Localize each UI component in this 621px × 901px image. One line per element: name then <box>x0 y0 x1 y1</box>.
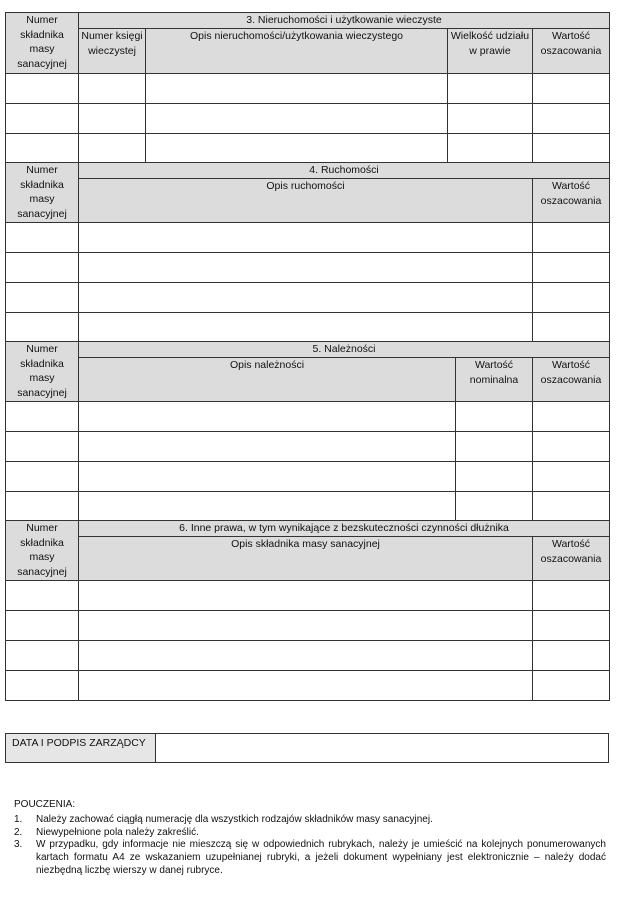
cell[interactable] <box>456 462 533 492</box>
cell[interactable] <box>6 134 79 164</box>
col-value-header: Wartość oszacowania <box>533 29 610 74</box>
table-row <box>6 223 610 253</box>
item-text: Niewypełnione pola należy zakreślić. <box>36 826 199 838</box>
cell[interactable] <box>533 134 610 164</box>
cell[interactable] <box>456 432 533 462</box>
instructions-list <box>14 814 606 878</box>
cell[interactable] <box>79 104 146 134</box>
section-3-title: 3. Nieruchomości i użytkowanie wieczyste <box>79 13 610 29</box>
col-number-header: Numer składnika masy sanacyjnej <box>6 521 79 581</box>
cell[interactable] <box>533 74 610 104</box>
cell[interactable] <box>6 253 79 283</box>
table-row <box>6 581 610 611</box>
item-text: Należy zachować ciągłą numerację dla wszystkich rodzajów składników masy sanacyjnej. <box>36 813 433 825</box>
table-row <box>6 611 610 641</box>
section-4-table <box>5 162 610 343</box>
cell[interactable] <box>6 462 79 492</box>
cell[interactable] <box>146 74 448 104</box>
table-row <box>6 492 610 522</box>
cell[interactable] <box>6 74 79 104</box>
cell[interactable] <box>533 492 610 522</box>
cell[interactable] <box>79 492 456 522</box>
cell[interactable] <box>6 641 79 671</box>
cell[interactable] <box>448 134 533 164</box>
col-desc-header: Opis ruchomości <box>79 179 533 223</box>
signature-field[interactable] <box>156 734 609 763</box>
cell[interactable] <box>79 223 533 253</box>
item-number: 2. <box>14 826 23 838</box>
section-4-title: 4. Ruchomości <box>79 163 610 179</box>
cell[interactable] <box>533 283 610 313</box>
cell[interactable] <box>448 104 533 134</box>
section-5-table <box>5 341 610 522</box>
cell[interactable] <box>533 462 610 492</box>
col-kw-header: Numer księgi wieczystej <box>79 29 146 74</box>
cell[interactable] <box>448 74 533 104</box>
col-number-header: Numer składnika masy sanacyjnej <box>6 342 79 402</box>
cell[interactable] <box>456 492 533 522</box>
cell[interactable] <box>6 313 79 343</box>
cell[interactable] <box>79 74 146 104</box>
cell[interactable] <box>79 462 456 492</box>
cell[interactable] <box>79 283 533 313</box>
item-text: W przypadku, gdy informacje nie mieszczą się w odpowiednich rubrykach, należy je umieścić na kolejnych ponumerowanych kartach formatu A4 ze wskazaniem uzupełnianej rubryki, a jeżeli dokument wypełniany jest elektronicznie – należy dodać niezbędną liczbę wierszy w danej rubryce. <box>36 839 606 876</box>
cell[interactable] <box>79 611 533 641</box>
cell[interactable] <box>533 402 610 432</box>
col-desc-header: Opis należności <box>79 358 456 402</box>
cell[interactable] <box>6 581 79 611</box>
cell[interactable] <box>6 492 79 522</box>
cell[interactable] <box>6 223 79 253</box>
table-row <box>6 462 610 492</box>
col-value-header: Wartość oszacowania <box>533 537 610 581</box>
cell[interactable] <box>6 671 79 701</box>
signature-table <box>5 733 609 763</box>
cell[interactable] <box>79 402 456 432</box>
cell[interactable] <box>533 104 610 134</box>
cell[interactable] <box>79 671 533 701</box>
cell[interactable] <box>6 611 79 641</box>
section-3-table <box>5 12 610 164</box>
cell[interactable] <box>79 641 533 671</box>
cell[interactable] <box>533 611 610 641</box>
cell[interactable] <box>79 581 533 611</box>
table-row <box>6 432 610 462</box>
list-item <box>14 814 606 827</box>
cell[interactable] <box>79 432 456 462</box>
list-item <box>14 827 606 840</box>
table-row <box>6 402 610 432</box>
cell[interactable] <box>533 641 610 671</box>
cell[interactable] <box>146 134 448 164</box>
table-row <box>6 641 610 671</box>
table-row <box>6 74 610 104</box>
table-row <box>6 134 610 164</box>
table-row <box>6 253 610 283</box>
item-number: 1. <box>14 813 23 825</box>
cell[interactable] <box>6 432 79 462</box>
item-number: 3. <box>14 839 23 851</box>
cell[interactable] <box>533 671 610 701</box>
cell[interactable] <box>533 223 610 253</box>
table-row <box>6 313 610 343</box>
col-value-header: Wartość oszacowania <box>533 179 610 223</box>
instructions <box>14 799 606 878</box>
signature-label: DATA I PODPIS ZARZĄDCY <box>6 734 156 763</box>
cell[interactable] <box>533 313 610 343</box>
instructions-title: POUCZENIA: <box>14 799 76 810</box>
col-number-header: Numer składnika masy sanacyjnej <box>6 13 79 74</box>
col-share-header: Wielkość udziału w prawie <box>448 29 533 74</box>
cell[interactable] <box>79 134 146 164</box>
cell[interactable] <box>6 104 79 134</box>
col-desc-header: Opis składnika masy sanacyjnej <box>79 537 533 581</box>
col-desc-header: Opis nieruchomości/użytkowania wieczystego <box>146 29 448 74</box>
table-row <box>6 104 610 134</box>
cell[interactable] <box>456 402 533 432</box>
section-5-title: 5. Należności <box>79 342 610 358</box>
col-nominal-header: Wartość nominalna <box>456 358 533 402</box>
table-row <box>6 283 610 313</box>
col-value-header: Wartość oszacowania <box>533 358 610 402</box>
list-item <box>14 839 606 877</box>
col-number-header: Numer składnika masy sanacyjnej <box>6 163 79 223</box>
cell[interactable] <box>79 253 533 283</box>
table-row <box>6 671 610 701</box>
cell[interactable] <box>533 581 610 611</box>
section-6-table <box>5 520 610 701</box>
cell[interactable] <box>79 313 533 343</box>
cell[interactable] <box>533 432 610 462</box>
cell[interactable] <box>146 104 448 134</box>
cell[interactable] <box>533 253 610 283</box>
cell[interactable] <box>6 402 79 432</box>
cell[interactable] <box>6 283 79 313</box>
section-6-title: 6. Inne prawa, w tym wynikające z bezskuteczności czynności dłużnika <box>79 521 610 537</box>
